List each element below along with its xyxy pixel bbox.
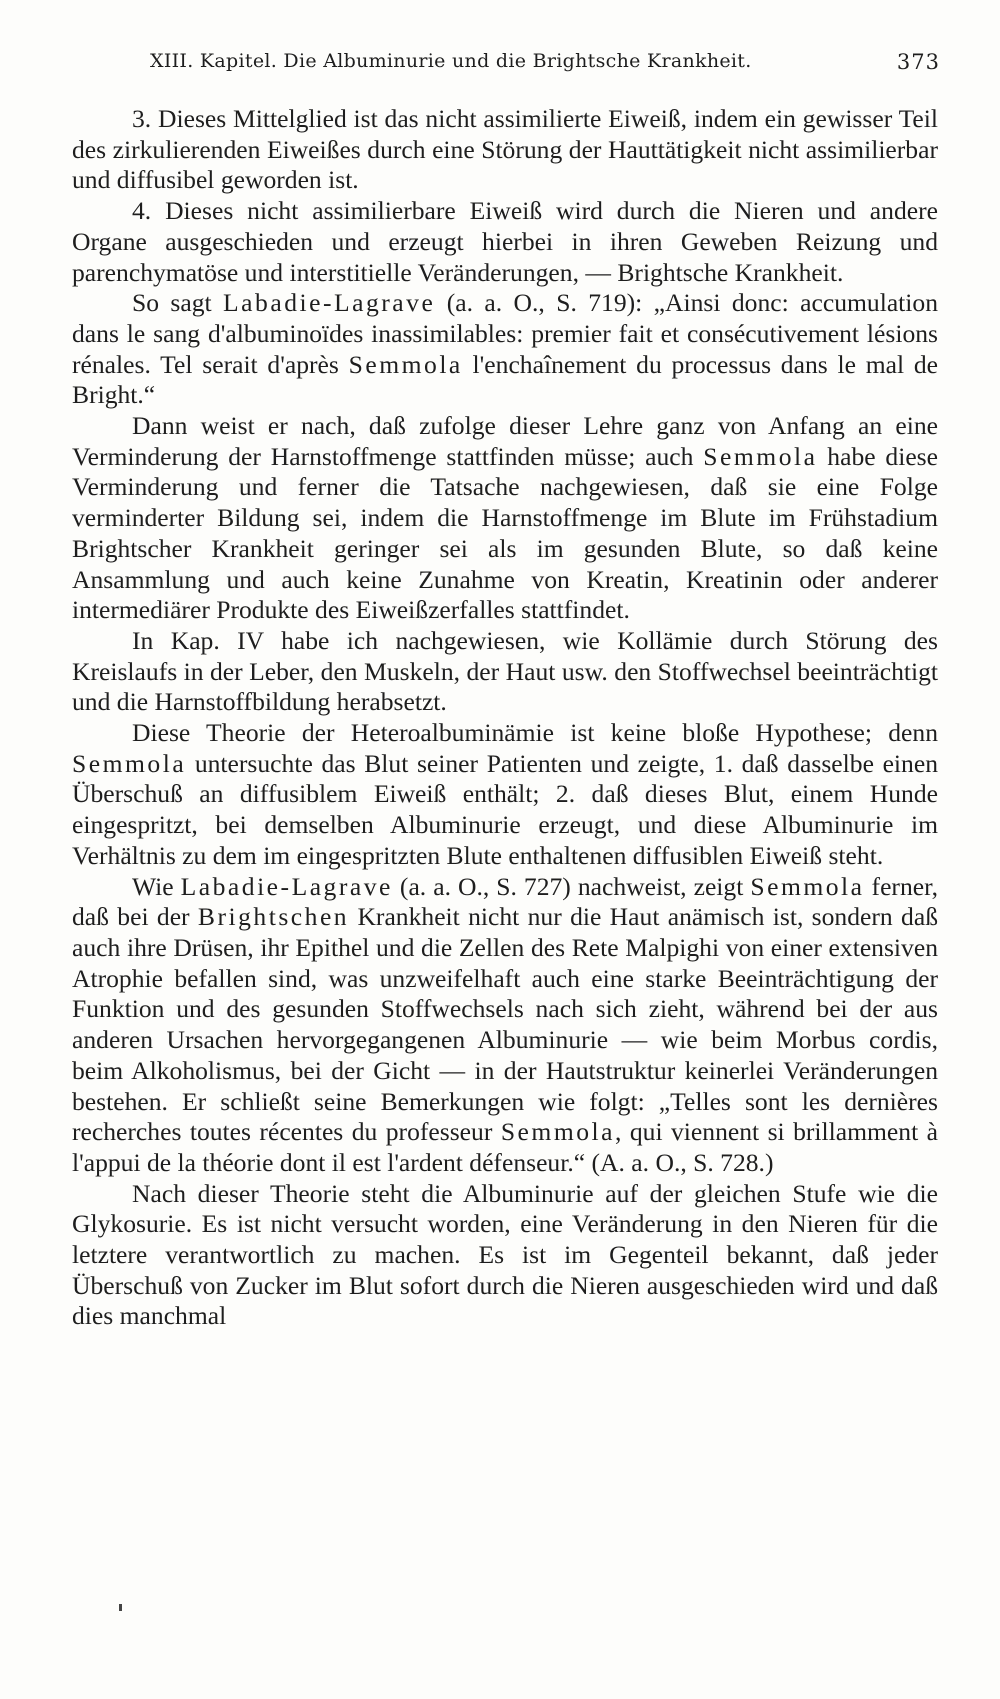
print-speck (119, 1604, 122, 1611)
paragraph (72, 872, 938, 1179)
text-run: ferner, daß bei der (72, 871, 939, 932)
text-run: 3. Dieses Mittelglied ist das nicht assimilierte Eiweiß, indem ein gewisser Teil des zirkulierenden Eiweißes durch eine Störung der Hauttätigkeit nicht assimilierbar und diffusibel geworden ist. (72, 104, 938, 195)
body-text (72, 104, 938, 1332)
text-run: Diese Theorie der Heteroalbuminämie ist keine bloße Hypothese; denn (132, 718, 938, 748)
text-run: In Kap. IV habe ich nachgewiesen, wie Kollämie durch Störung des Kreislaufs in der Leber, den Muskeln, der Haut usw. den Stoffwechsel beeinträchtigt und die Harnstoffbildung herabsetzt. (72, 625, 938, 717)
paragraph (72, 104, 938, 196)
paragraph (72, 411, 938, 626)
paragraph (72, 1179, 938, 1333)
author-name: Labadie-Lagrave (180, 871, 393, 901)
author-name: Semmola (500, 1117, 615, 1147)
text-run: 4. Dieses nicht assimilierbare Eiweiß wird durch die Nieren und andere Organe ausgeschieden und erzeugt hierbei in ihren Geweben Reizung und parenchymatöse und interstitielle Veränderungen, — Brightsche Krankheit. (72, 196, 938, 287)
author-name: Semmola (750, 871, 865, 901)
text-run: Wie (132, 871, 181, 901)
running-title: XIII. Kapitel. Die Albuminurie und die Brightsche Krankheit. (150, 50, 752, 72)
text-run: (a. a. O., S. 719): „Ainsi donc: accumulation dans le sang d'albuminoïdes inassimilables: premier fait et consécutivement lésions rénales. Tel serait d'après (72, 288, 938, 379)
text-run: (a. a. O., S. 727) nachweist, zeigt (392, 871, 751, 901)
paragraph (72, 196, 938, 288)
text-run: Krankheit nicht nur die Haut anämisch ist, sondern daß auch ihre Drüsen, ihr Epithel und die Zellen des Rete Malpighi von einer extensiven Atrophie befallen sind, was unzweifelhaft auch eine starke Beeinträchtigung der Funktion und des gesunden Stoffwechsels nach sich zieht, während bei der aus anderen Ursachen hervorgegangenen Albuminurie — wie beim Morbus cordis, beim Alkoholismus, bei der Gicht — in der Hautstruktur keinerlei Veränderungen bestehen. Er schließt seine Bemerkungen wie folgt: „Telles sont les dernières recherches toutes récentes du professeur (72, 902, 938, 1147)
author-name: Labadie-Lagrave (223, 288, 436, 318)
text-run: Dann weist er nach, daß zufolge dieser Lehre ganz von Anfang an eine Verminderung der Harnstoffmenge stattfinden müsse; auch (72, 411, 938, 471)
author-name: Semmola (348, 349, 463, 379)
paragraph (72, 626, 938, 718)
text-run: Nach dieser Theorie steht die Albuminurie auf der gleichen Stufe wie die Glykosurie. Es ist nicht versucht worden, eine Veränderung in den Nieren für die letztere verantwortlich zu machen. Es ist im Gegenteil bekannt, daß jeder Überschuß von Zucker im Blut sofort durch die Nieren ausgeschieden wird und daß dies manchmal (72, 1178, 938, 1331)
text-run: untersuchte das Blut seiner Patienten und zeigte, 1. daß dasselbe einen Überschuß an diffusiblem Eiweiß enthält; 2. daß dieses Blut, einem Hunde eingespritzt, bei demselben Albuminurie erzeugt, und diese Albuminurie im Verhältnis zu dem im eingespritzten Blute enthaltenen diffusiblen Eiweiß steht. (72, 748, 938, 870)
text-run: l'enchaînement du processus dans le mal de Bright.“ (72, 349, 938, 410)
author-name: Brightschen (197, 902, 350, 932)
text-run: , qui viennent si brillamment à l'appui de la théorie dont il est l'ardent défenseur.“ (A. a. O., S. 728.) (72, 1117, 938, 1177)
text-run: So sagt (132, 288, 224, 318)
running-head (150, 50, 940, 74)
author-name: Semmola (72, 748, 187, 778)
paragraph (72, 718, 938, 872)
text-run: habe diese Verminderung und ferner die Tatsache nachgewiesen, daß sie eine Folge verminderter Bildung sei, indem die Harnstoffmenge im Blute im Frühstadium Brightscher Krankheit geringer sei als im gesunden Blute, so daß keine Ansammlung und auch keine Zunahme von Kreatin, Kreatinin oder anderer intermediärer Produkte des Eiweißzerfalles stattfindet. (72, 441, 939, 625)
author-name: Semmola (703, 441, 818, 471)
paragraph (72, 288, 938, 411)
page-number: 373 (896, 50, 940, 74)
